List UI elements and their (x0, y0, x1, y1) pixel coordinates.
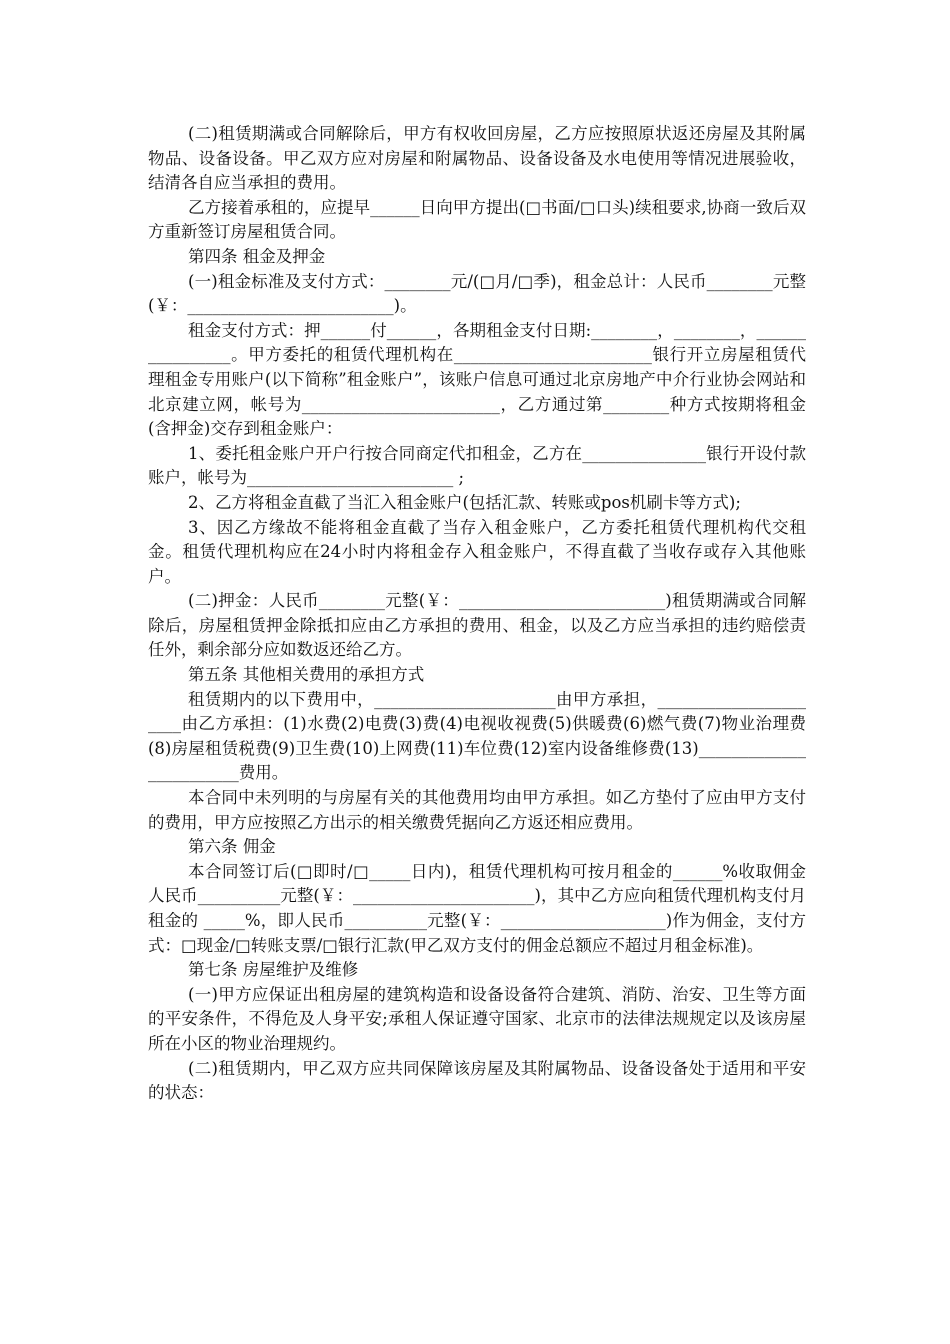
paragraph-safety: (一)甲方应保证出租房屋的建筑构造和设备设备符合建筑、消防、治安、卫生等方面的平安条件，不得危及人身平安;承租人保证遵守国家、北京市的法律法规规定以及该房屋所在小区的物业治理规约。 (148, 984, 806, 1053)
paragraph-payment-method-3: 3、因乙方缘故不能将租金直截了当存入租金账户，乙方委托租赁代理机构代交租金。租赁代理机构应在24小时内将租金存入租金账户，不得直截了当收存或存入其他账户。 (148, 517, 806, 586)
paragraph-rent-standard: (一)租金标准及支付方式：________元/(□月/□季)，租金总计：人民币________元整(￥：_________________________)。 (148, 271, 806, 316)
paragraph-maintenance: (二)租赁期内，甲乙双方应共同保障该房屋及其附属物品、设备设备处于适用和平安的状态： (148, 1058, 806, 1103)
heading-article-6: 第六条 佣金 (188, 837, 276, 857)
heading-article-5: 第五条 其他相关费用的承担方式 (188, 665, 425, 685)
paragraph-payment-method-2: 2、乙方将租金直截了当汇入租金账户(包括汇款、转账或pos机刷卡等方式); (188, 492, 741, 512)
paragraph-lease-end-return: (二)租赁期满或合同解除后，甲方有权收回房屋，乙方应按照原状返还房屋及其附属物品、设备设备。甲乙双方应对房屋和附属物品、设备设备及水电使用等情况进展验收，结清各自应当承担的费用。 (148, 124, 806, 193)
heading-article-7: 第七条 房屋维护及维修 (188, 960, 359, 980)
paragraph-rent-payment: 租金支付方式：押______付______，各期租金支付日期:________，________，________________。甲方委托的租赁代理机构在________________________银行开立房屋租赁代理租金专用账户(以下简称”租金账户”，该账户信息可通过北京房地产中介行业协会网站和北京建立网，帐号为________________________，乙方通过第________种方式按期将租金(含押金)交存到租金账户： (148, 320, 806, 439)
paragraph-payment-method-1: 1、委托租金账户开户行按合同商定代扣租金，乙方在_______________银行开设付款账户，帐号为_________________________ ; (148, 443, 806, 488)
paragraph-fee-split: 租赁期内的以下费用中，______________________由甲方承担，______________________由乙方承担：(1)水费(2)电费(3)费(4)电视收视费(5)供暖费(6)燃气费(7)物业治理费(8)房屋租赁税费(9)卫生费(10)上网费(11)车位费(12)室内设备维修费(13)________________________费用。 (148, 689, 806, 783)
heading-article-4: 第四条 租金及押金 (188, 246, 326, 266)
paragraph-other-fees: 本合同中未列明的与房屋有关的其他费用均由甲方承担。如乙方垫付了应由甲方支付的费用，甲方应按照乙方出示的相关缴费凭据向乙方返还相应费用。 (148, 788, 806, 832)
paragraph-renewal: 乙方接着承租的，应提早______日向甲方提出(□书面/□口头)续租要求,协商一致后双方重新签订房屋租赁合同。 (148, 197, 806, 242)
paragraph-deposit: (二)押金：人民币________元整(￥：_________________________)租赁期满或合同解除后，房屋租赁押金除抵扣应由乙方承担的费用、租金，以及乙方应当承担的违约赔偿责任外，剩余部分应如数返还给乙方。 (148, 591, 806, 660)
paragraph-commission: 本合同签订后(□即时/□_____日内)，租赁代理机构可按月租金的______%收取佣金人民币__________元整(￥：______________________)，其中乙方应向租赁代理机构支付月租金的 _____%，即人民币__________元整(￥：____________________)作为佣金，支付方式：□现金/□转账支票/□银行汇款(甲乙双方支付的佣金总额应不超过月租金标准)。 (148, 861, 806, 955)
contract-page (148, 122, 806, 1106)
